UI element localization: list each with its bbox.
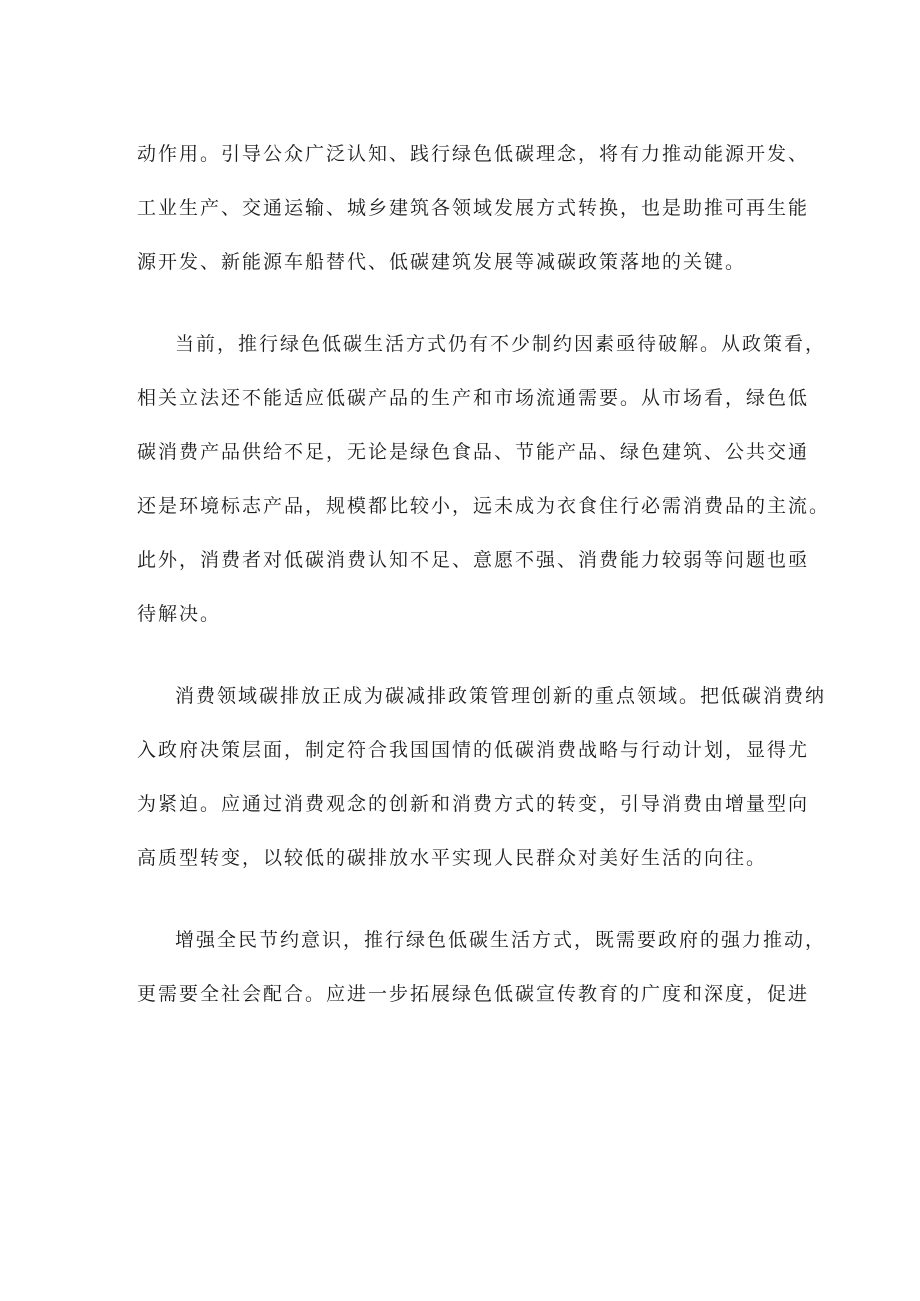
paragraph-3 [137,669,827,885]
document-body [137,127,831,1049]
text-line: 更需要全社会配合。应进一步拓展绿色低碳宣传教育的广度和深度，促进 [137,983,810,1005]
text-line: 源开发、新能源车船替代、低碳建筑发展等减碳政策落地的关键。 [137,251,747,273]
text-line: 工业生产、交通运输、城乡建筑各领域发展方式转换，也是助推可再生能 [137,197,810,219]
text-line: 为紧迫。应通过消费观念的创新和消费方式的转变，引导消费由增量型向 [137,793,810,815]
text-line: 待解决。 [137,603,222,625]
text-line: 当前，推行绿色低碳生活方式仍有不少制约因素亟待破解。从政策看， [175,333,827,355]
text-line: 增强全民节约意识，推行绿色低碳生活方式，既需要政府的强力推动， [175,929,827,951]
text-line: 此外，消费者对低碳消费认知不足、意愿不强、消费能力较弱等问题也亟 [137,549,810,571]
paragraph-4 [137,913,827,1021]
text-line: 消费领域碳排放正成为碳减排政策管理创新的重点领域。把低碳消费纳 [175,685,827,707]
text-line: 高质型转变，以较低的碳排放水平实现人民群众对美好生活的向往。 [137,847,768,869]
text-line: 还是环境标志产品，规模都比较小，远未成为衣食住行必需消费品的主流。 [137,495,831,517]
text-line: 相关立法还不能适应低碳产品的生产和市场流通需要。从市场看，绿色低 [137,387,810,409]
paragraph-1 [137,127,810,289]
text-line: 入政府决策层面，制定符合我国国情的低碳消费战略与行动计划，显得尤 [137,739,810,761]
paragraph-2 [137,317,831,641]
text-line: 动作用。引导公众广泛认知、践行绿色低碳理念，将有力推动能源开发、 [137,143,810,165]
text-line: 碳消费产品供给不足，无论是绿色食品、节能产品、绿色建筑、公共交通 [137,441,810,463]
